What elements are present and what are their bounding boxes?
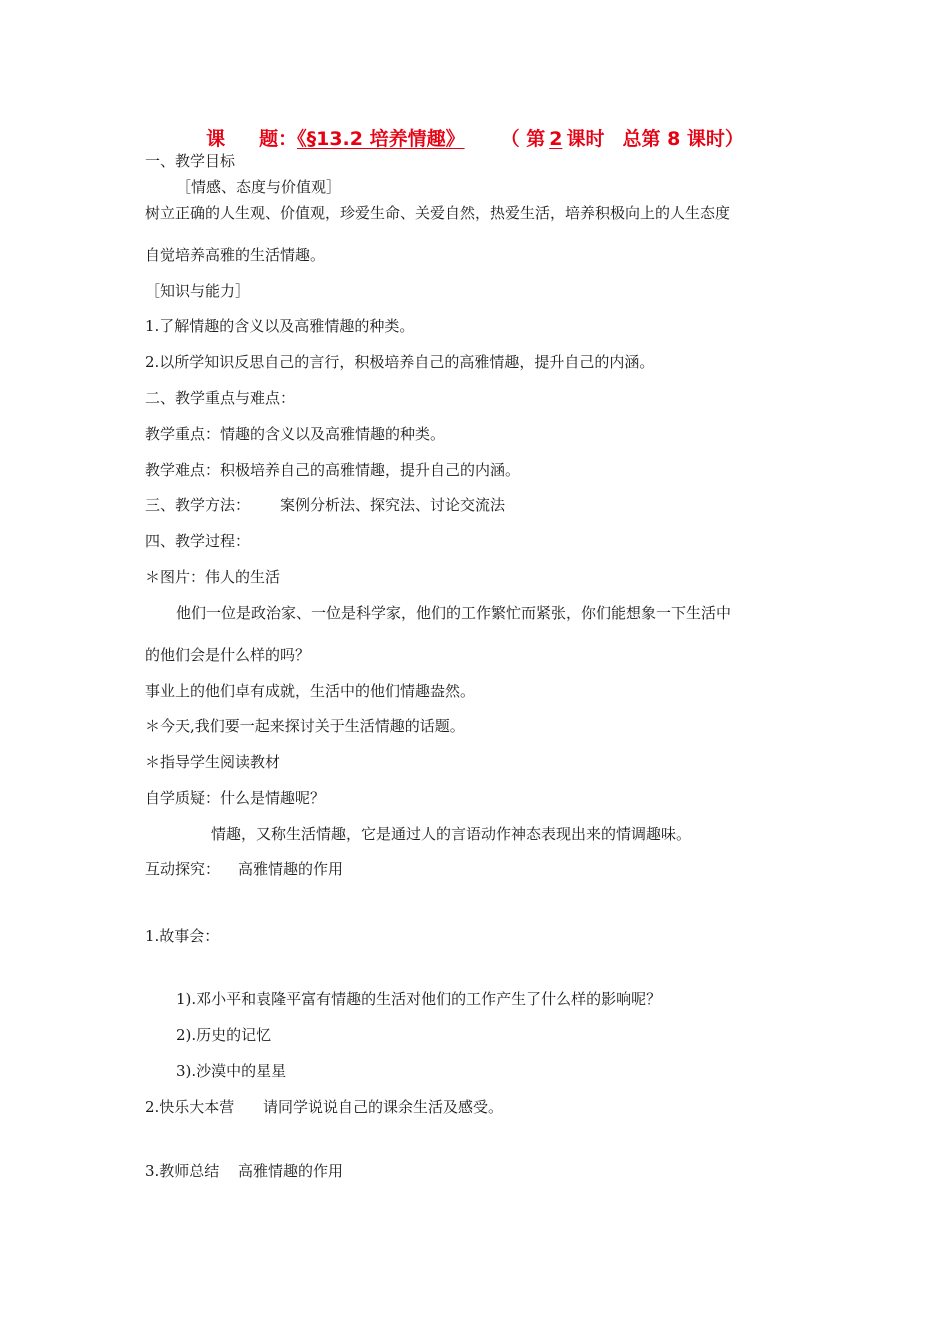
body-text: 请同学说说自己的课余生活及感受。	[263, 1098, 504, 1116]
title-total-session: 总第 8 课时）	[622, 128, 744, 150]
body-text: 的他们会是什么样的吗？	[145, 646, 311, 664]
body-text: 自觉培养高雅的生活情趣。	[145, 246, 326, 264]
list-item: 1.故事会：	[145, 927, 220, 945]
section-heading: 二、教学重点与难点：	[145, 389, 296, 407]
list-item: 1).邓小平和袁隆平富有情趣的生活对他们的工作产生了什么样的影响呢？	[176, 990, 662, 1008]
subsection-heading: ［情感、态度与价值观］	[176, 178, 342, 196]
title-session-suffix: 课时	[566, 128, 605, 150]
subsection-heading: ［知识与能力］	[145, 282, 251, 300]
title-session-number: 2	[549, 128, 563, 150]
body-text: 案例分析法、探究法、讨论交流法	[280, 496, 506, 514]
lesson-title	[0, 124, 950, 151]
title-topic: 《§13.2 培养情趣》	[297, 128, 465, 150]
body-text: 互动探究：	[145, 860, 221, 878]
list-item: 3.教师总结	[145, 1162, 220, 1180]
section-heading: 一、教学目标	[145, 152, 236, 170]
section-heading: 三、教学方法：	[145, 496, 251, 514]
body-text: 高雅情趣的作用	[238, 860, 344, 878]
body-text: 高雅情趣的作用	[238, 1162, 344, 1180]
section-heading: 四、教学过程：	[145, 532, 251, 550]
body-text: 自学质疑：什么是情趣呢？	[145, 789, 326, 807]
body-text: 情趣，又称生活情趣，它是通过人的言语动作神态表现出来的情调趣味。	[211, 825, 692, 843]
list-item: 2).历史的记忆	[176, 1026, 272, 1044]
title-label-2: 题：	[259, 128, 298, 150]
body-text: 树立正确的人生观、价值观，珍爱生命、关爱自然，热爱生活，培养积极向上的人生态度	[145, 204, 731, 222]
title-label-1: 课	[206, 128, 226, 150]
list-item: 2.快乐大本营	[145, 1098, 235, 1116]
bullet-item: ＊指导学生阅读教材	[145, 753, 281, 771]
body-text: 教学重点：情趣的含义以及高雅情趣的种类。	[145, 425, 446, 443]
bullet-item: ＊今天,我们要一起来探讨关于生活情趣的话题。	[145, 717, 465, 735]
title-session-prefix: （ 第	[500, 128, 546, 150]
list-item: 1.了解情趣的含义以及高雅情趣的种类。	[145, 317, 415, 335]
body-text: 教学难点：积极培养自己的高雅情趣，提升自己的内涵。	[145, 461, 521, 479]
list-item: 2.以所学知识反思自己的言行，积极培养自己的高雅情趣，提升自己的内涵。	[145, 353, 655, 371]
bullet-item: ＊图片：伟人的生活	[145, 568, 281, 586]
body-text: 他们一位是政治家、一位是科学家，他们的工作繁忙而紧张，你们能想象一下生活中	[176, 604, 732, 622]
list-item: 3).沙漠中的星星	[176, 1062, 287, 1080]
body-text: 事业上的他们卓有成就，生活中的他们情趣盎然。	[145, 682, 476, 700]
